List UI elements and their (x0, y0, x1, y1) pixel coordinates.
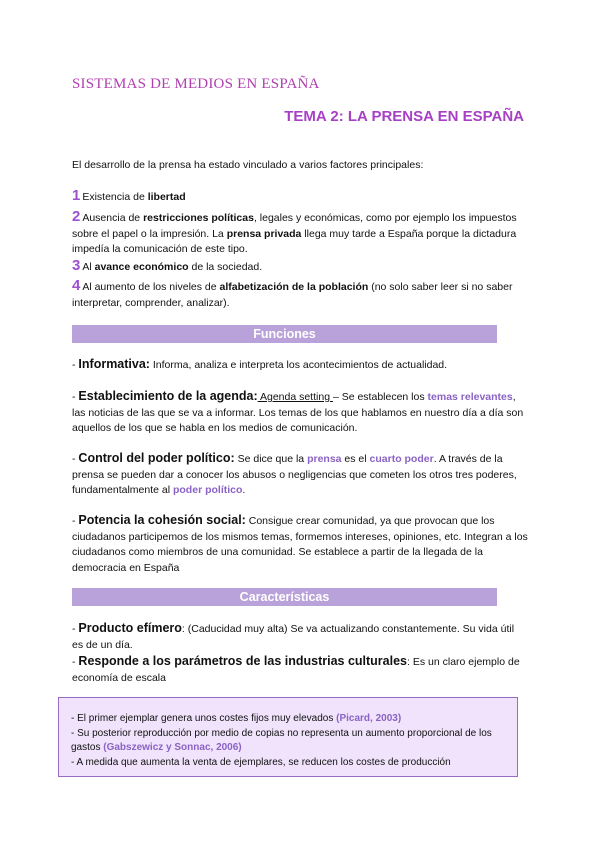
economy-of-scale-box (58, 697, 518, 777)
factor-number: 4 (72, 277, 81, 294)
function-term: Potencia la cohesión social: (78, 513, 246, 527)
citation: (Gabszewicz y Sonnac, 2006) (103, 742, 242, 753)
characteristic-term: Producto efímero (78, 621, 182, 635)
factor-item (72, 278, 528, 311)
function-item: - Establecimiento de la agenda: Agenda setting – Se establecen los temas relevantes, las noticias de las que se va a informar. Los temas de los que hablamos en nuestro día a día son aquellos de los que se habla en los medios de comunicación. (72, 389, 524, 434)
factor-text: (no solo saber leer si no saber interpretar, comprender, analizar). (72, 281, 513, 309)
box-line (71, 727, 517, 756)
highlight-text: temas relevantes (427, 391, 513, 403)
box-line: - A medida que aumenta la venta de ejemplares, se reducen los costes de producción (71, 756, 451, 768)
factor-bold: restricciones políticas (143, 212, 254, 224)
function-text: Informa, analiza e interpreta los acontecimientos de actualidad. (149, 359, 448, 371)
characteristic-term: Responde a los parámetros de las industrias culturales (78, 654, 408, 668)
function-term: Control del poder político: (78, 451, 235, 465)
factor-bold: libertad (147, 191, 186, 203)
function-text: es el (341, 453, 370, 465)
citation: (Picard, 2003) (336, 713, 402, 724)
function-text: Consigue crear comunidad, ya que provocan que los ciudadanos participemos de los mismos temas, formemos intereses, opiniones, etc. Integran a los ciudadanos como miembros de una comunidad. Se establece a partir de la llegada de la democracia en España (72, 515, 528, 574)
function-item: - Control del poder político: Se dice que la prensa es el cuarto poder. A través de la prensa se pueden dar a conocer los abusos o negligencias que cometen los otros tres poderes, fundamentalmente al poder político. (72, 451, 517, 496)
highlight-text: poder político (172, 484, 243, 496)
factor-item (72, 188, 528, 206)
factor-text: Al aumento de los niveles de (82, 281, 220, 293)
characteristic-text: : (Caducidad muy alta) Se va actualizando constantemente. Su vida útil es de un día. (72, 623, 515, 651)
characteristic-item: - Responde a los parámetros de las industrias culturales: Es un claro ejemplo de economía de escala (72, 654, 520, 684)
function-text: – Se establecen los (332, 391, 428, 403)
factor-text: llega muy tarde a España porque la dictadura impedía la comunicación de este tipo. (72, 227, 517, 255)
section-heading-caracteristicas: Características (72, 588, 497, 606)
factor-bold: prensa privada (226, 227, 302, 240)
box-text: - El primer ejemplar genera unos costes fijos muy elevados (71, 713, 337, 724)
factor-bold: avance económico (94, 261, 189, 273)
intro-paragraph: El desarrollo de la prensa ha estado vinculado a varios factores principales: (72, 159, 424, 171)
factor-bold: alfabetización de la población (219, 281, 369, 293)
highlight-text: prensa (307, 453, 342, 465)
factor-number: 1 (72, 187, 81, 204)
function-item: - Informativa: Informa, analiza e interpreta los acontecimientos de actualidad. (72, 357, 448, 371)
factor-text: de la sociedad. (188, 261, 263, 273)
function-text: . A través de la prensa se pueden dar a conocer los abusos o negligencias que cometen los otros tres poderes, fundamentalmente al (72, 453, 517, 496)
characteristic-text: : Es un claro ejemplo de economía de escala (72, 656, 520, 684)
function-term: Establecimiento de la agenda: (78, 389, 258, 403)
factor-text: Al (82, 261, 95, 273)
agenda-setting-link[interactable]: Agenda setting (257, 391, 333, 403)
document-title: SISTEMAS DE MEDIOS EN ESPAÑA (72, 76, 320, 92)
factor-item (72, 258, 528, 276)
characteristic-item: - Producto efímero: (Caducidad muy alta) Se va actualizando constantemente. Su vida útil es de un día. (72, 621, 515, 651)
box-text: - Su posterior reproducción por medio de copias no representa un aumento proporcional de los gastos (71, 727, 492, 753)
factor-number: 3 (72, 257, 81, 274)
function-text: Se dice que la (234, 453, 308, 465)
factor-number: 2 (72, 208, 81, 225)
factor-item (72, 209, 528, 258)
function-text: . (242, 484, 246, 496)
topic-title: TEMA 2: LA PRENSA EN ESPAÑA (284, 108, 524, 125)
factor-text: Existencia de (82, 191, 148, 203)
highlight-text: cuarto poder (369, 453, 434, 465)
section-heading-funciones: Funciones (72, 325, 497, 343)
function-item: - Potencia la cohesión social: Consigue crear comunidad, ya que provocan que los ciudadanos participemos de los mismos temas, formemos intereses, opiniones, etc. Integran a los ciudadanos como miembros de una comunidad. Se establece a partir de la llegada de la democracia en España (72, 513, 528, 574)
factor-text: Ausencia de (82, 212, 144, 224)
function-text: , las noticias de las que se va a informar. Los temas de los que hablamos en nuestro día a día son aquellos de los que se habla en los medios de comunicación. (72, 391, 524, 434)
factor-text: , legales y económicas, como por ejemplo los impuestos sobre el papel o la impresión. La (72, 212, 517, 240)
function-term: Informativa: (78, 357, 150, 371)
box-line (71, 712, 517, 727)
